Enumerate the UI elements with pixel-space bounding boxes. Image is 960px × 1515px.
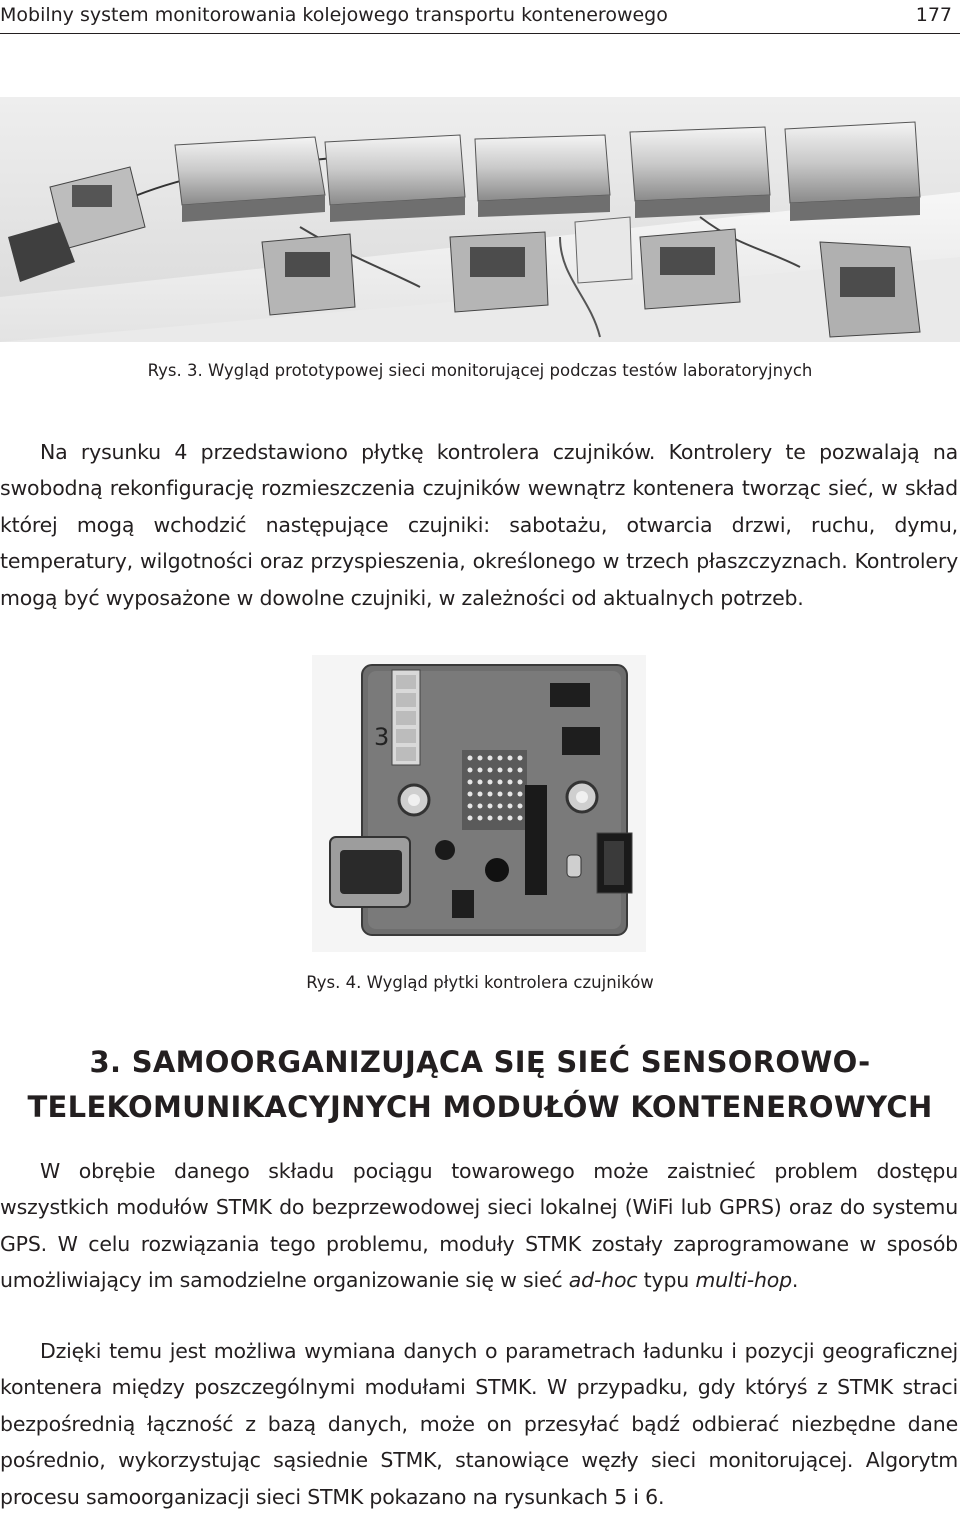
figure-3-caption: Rys. 3. Wygląd prototypowej sieci monitorującej podczas testów laboratoryjnych <box>147 361 813 380</box>
lab-network-photo <box>0 97 960 342</box>
page-number: 177 <box>915 4 952 26</box>
stmk-module <box>630 127 770 218</box>
paragraph-3: Dzięki temu jest możliwa wymiana danych o parametrach ładunku i pozycji geograficznej kontenera między poszczególnymi modułami STMK. W przypadku, gdy któryś z STMK straci bezpośrednią łączność z bazą danych, może on przesyłać bądź odbierać niezbędne dane pośrednio, wykorzystując sąsiednie STMK, stanowiące węzły sieci monitorującej. Algorytm procesu samoorganizacji sieci STMK pokazano na rysunkach 5 i 6. <box>0 1339 958 1509</box>
figure-4-caption: Rys. 4. Wygląd płytki kontrolera czujników <box>306 973 654 992</box>
paragraph-2-text-c: . <box>791 1268 799 1293</box>
controller-board-photo <box>312 655 646 952</box>
stmk-module <box>175 137 325 222</box>
figure-3-photo <box>0 97 960 342</box>
page-header <box>0 0 960 34</box>
section-heading-line-2: TELEKOMUNIKACYJNYCH MODUŁÓW KONTENEROWYCH <box>27 1090 933 1124</box>
figure-4-photo <box>312 655 646 952</box>
sensor-box <box>640 229 740 309</box>
sensor-box <box>262 234 355 315</box>
term-multi-hop: multi-hop <box>695 1268 792 1293</box>
sensor-box <box>450 232 548 312</box>
section-heading-line-1: 3. SAMOORGANIZUJĄCA SIĘ SIEĆ SENSOROWO- <box>89 1045 871 1079</box>
stmk-module <box>325 135 465 222</box>
sensor-box <box>820 242 920 337</box>
paragraph-1: Na rysunku 4 przedstawiono płytkę kontrolera czujników. Kontrolery te pozwalają na swobodną rekonfigurację rozmieszczenia czujników wewnątrz kontenera tworząc sieć, w skład której mogą wchodzić następujące czujniki: sabotażu, otwarcia drzwi, ruchu, dymu, temperatury, wilgotności oraz przyspieszenia, określonego w trzech płaszczyznach. Kontrolery mogą być wyposażone w dowolne czujniki, w zależności od aktualnych potrzeb. <box>0 440 958 610</box>
router-box <box>575 217 632 283</box>
board-marking: 3 <box>374 723 390 751</box>
paragraph-2 <box>0 1153 958 1299</box>
stmk-module <box>475 135 610 217</box>
paragraph-2-text-a: W obrębie danego składu pociągu towarowego może zaistnieć problem dostępu wszystkich modułów STMK do bezprzewodowej sieci lokalnej (WiFi lub GPRS) oraz do systemu GPS. W celu rozwiązania tego problemu, moduły STMK zostały zaprogramowane w sposób umożliwiający im samodzielne organizowanie się w sieć <box>0 1159 958 1293</box>
stmk-module <box>785 122 920 221</box>
section-heading <box>0 1040 960 1130</box>
header-rule <box>0 33 960 34</box>
paragraph-2-text-b: typu <box>637 1268 696 1293</box>
running-title: Mobilny system monitorowania kolejowego transportu kontenerowego <box>0 4 668 26</box>
term-ad-hoc: ad-hoc <box>568 1268 638 1293</box>
